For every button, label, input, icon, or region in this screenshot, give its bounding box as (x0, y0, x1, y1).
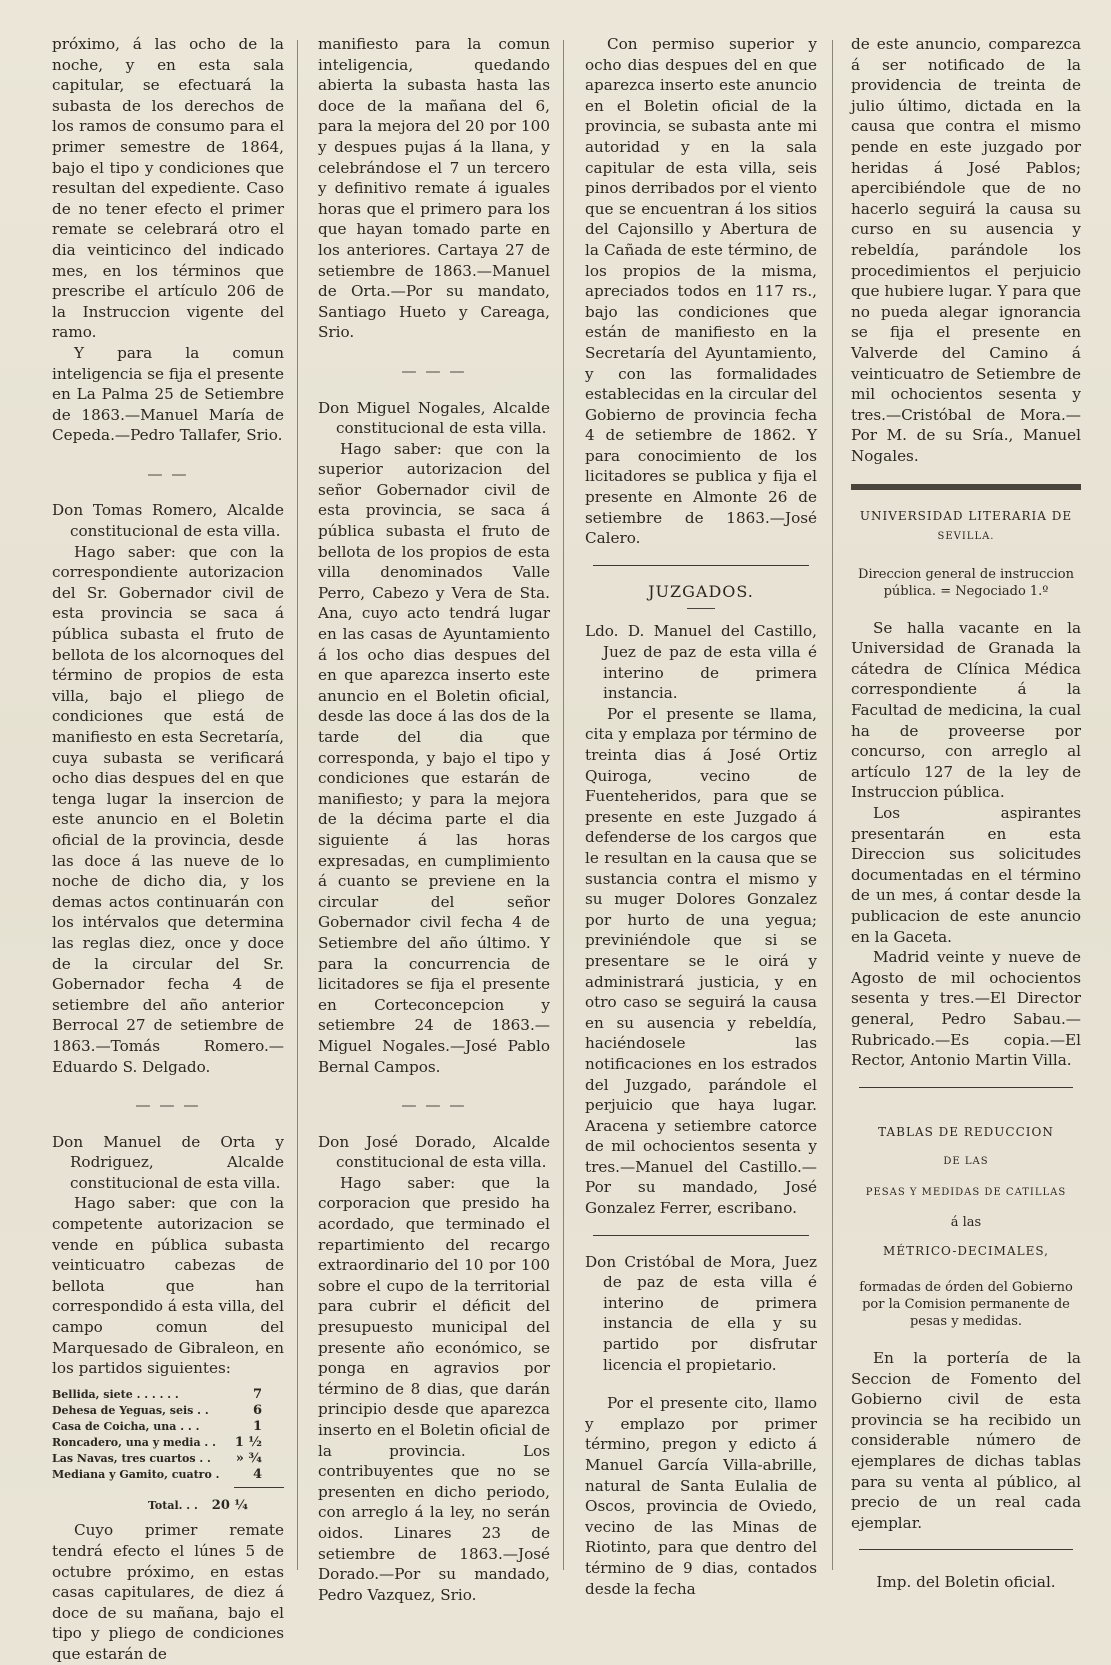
paragraph: Hago saber: que la corporacion que presido ha acordado, que terminado el repartimiento del recargo extraordinario del 10 por 100 sobre el cupo de la territorial para cubrir el déficit del presupuesto municipal del presente año económico, se ponga en agravios por término de 8 dias, que darán principio desde que aparezca inserto en el Boletin oficial de la provincia. Los contribuyentes que no se presenten en dicho periodo, con arreglo á la ley, no serán oidos. Linares 23 de setiembre de 1863.—José Dorado.—Por su mandado, Pedro Vazquez, Srio. (318, 1173, 550, 1604)
table-row (52, 1435, 284, 1451)
notice-heading: Don Cristóbal de Mora, Juez de paz de esta villa é interino de primera instancia de ella y su partido por disfrutar licencia el propietario. (585, 1252, 817, 1374)
notice-heading: Don Tomas Romero, Alcalde constitucional de esta villa. (52, 501, 284, 541)
separator: — — — (401, 1096, 467, 1115)
table-cell: 1 (252, 1418, 262, 1434)
total-label: Total. . . (148, 1498, 198, 1512)
paragraph: En la portería de la Seccion de Fomento del Gobierno civil de esta provincia se ha recibido un considerable número de ejemplares de dichas tablas para su venta al público, al precio de un real cada ejemplar. (851, 1349, 1081, 1532)
table-cell: Roncadero, una y media . . (52, 1435, 216, 1449)
total-value: 20 ¼ (211, 1497, 248, 1513)
separator: — — — (135, 1096, 201, 1115)
printer-imprint: Imp. del Boletin oficial. (876, 1573, 1056, 1592)
tables-title-line: MÉTRICO-DECIMALES, (883, 1243, 1049, 1258)
notice-heading: Don José Dorado, Alcalde constitucional de esta villa. (318, 1132, 550, 1172)
table-row (52, 1403, 284, 1419)
separator: — — — (401, 361, 467, 380)
paragraph: Hago saber: que con la superior autorizacion del señor Gobernador civil de esta provincia, se saca á pública subasta el fruto de bellota de los propios de esta villa denominados Valle Perro, Cabezo y Vera de Sta. Ana, cuyo acto tendrá lugar en las casas de Ayuntamiento á los ocho dias despues del en que aparezca inserto este anuncio en el Boletin oficial, desde las doce á las dos de la tarde del dia que corresponda, y bajo el tipo y condiciones que estarán de manifiesto; y para la mejora de la décima parte el dia siguiente á las horas expresadas, en cumplimiento á cuanto se previene en la circular del señor Gobernador civil fecha 4 de Setiembre del año último. Y para la concurrencia de licitadores se fija el presente en Corteconcepcion y setiembre 24 de 1863.—Miguel Nogales.—José Pablo Bernal Campos. (318, 439, 550, 1076)
table-row (52, 1451, 284, 1467)
paragraph: Los aspirantes presentarán en esta Direccion sus solicitudes documentadas en el término de un mes, á contar desde la publicacion de este anuncio en la Gaceta. (851, 804, 1081, 946)
paragraph: manifiesto para la comun inteligencia, quedando abierta la subasta hasta las doce de la mañana del 6, para la mejora del 20 por 100 y despues pujas á la llana, y celebrándose el 7 un tercero y definitivo remate á iguales horas que el primero para los que hayan tomado parte en los anteriores. Cartaya 27 de setiembre de 1863.—Manuel de Orta.—Por su mandato, Santiago Hueto y Careaga, Srio. (318, 35, 550, 342)
column-divider (297, 40, 298, 1570)
table-cell: 1 ½ (234, 1434, 262, 1450)
divider (859, 1549, 1073, 1550)
paragraph: Hago saber: que con la correspondiente autorizacion del Sr. Gobernador civil de esta provincia se saca á pública subasta el fruto de bellota de los alcornoques del término de propios de esta villa, bajo el pliego de condiciones que está de manifiesto en esta Secretaría, cuya subasta se verificará ocho dias despues del en que tenga lugar la insercion de este anuncio en el Boletin oficial de la provincia, desde las doce á las nueve de lo noche de dicho dia, y los demas actos continuarán con los intérvalos que determina las reglas diez, once y doce de la circular del Sr. Gobernador fecha 4 de setiembre del año anterior Berrocal 27 de setiembre de 1863.—Tomás Romero.—Eduardo S. Delgado. (52, 542, 284, 1076)
table-cell: Bellida, siete . . . . . . (52, 1387, 179, 1401)
paragraph: de este anuncio, comparezca á ser notificado de la providencia de treinta de julio último, dictada en la causa que contra el mismo pende en este juzgado por heridas á José Pablos; apercibiéndole que de no hacerlo seguirá la causa su curso en su ausencia y rebeldía, parándole los procedimientos el perjuicio que hubiere lugar. Y para que no pueda alegar ignorancia se fija el presente en Valverde del Camino á veinticuatro de Setiembre de mil ochocientos sesenta y tres.—Cristóbal de Mora.—Por M. de su Sría., Manuel Nogales. (851, 35, 1081, 465)
table-cell: Mediana y Gamito, cuatro . (52, 1467, 220, 1481)
table-row (52, 1467, 284, 1483)
university-direction: Direccion general de instruccion pública. = Negociado 1.º (858, 566, 1074, 599)
paragraph: Por el presente cito, llamo y emplazo por primer término, pregon y edicto á Manuel García Villa-abrille, natural de Santa Eulalia de Oscos, provincia de Oviedo, vecino de las Minas de Riotinto, para que dentro del término de 9 dias, contados desde la fecha (585, 1394, 817, 1598)
divider (593, 1235, 809, 1236)
university-city: SEVILLA. (937, 531, 995, 543)
column-divider (563, 40, 564, 1570)
tables-title: TABLAS DE REDUCCION (878, 1124, 1054, 1139)
table-cell: Casa de Coicha, una . . . (52, 1419, 200, 1433)
divider (851, 484, 1081, 490)
paragraph: Por el presente se llama, cita y emplaza por término de treinta dias á José Ortiz Quiroga, vecino de Fuenteheridos, para que se presente en este Juzgado á defenderse de los cargos que le resultan en la causa que se sustancia contra el mismo y su muger Dolores Gonzalez por hurto de una yegua; previniéndole que si se presentare se le oirá y administrará justicia, y en otro caso se seguirá la causa en su ausencia y rebeldía, haciéndosele las notificaciones en los estrados del Juzgado, parándole el perjuicio que haya lugar. Aracena y setiembre catorce de mil ochocientos sesenta y tres.—Manuel del Castillo.—Por su mandado, José Gonzalez Ferrer, escribano. (585, 704, 817, 1218)
paragraph: Madrid veinte y nueve de Agosto de mil ochocientos sesenta y tres.—El Director general, Pedro Sabau.—Rubricado.—Es copia.—El Rector, Antonio Martin Villa. (851, 948, 1081, 1070)
section-title: JUZGADOS. (648, 581, 754, 601)
notice-heading: Don Miguel Nogales, Alcalde constitucional de esta villa. (318, 398, 550, 438)
divider (593, 565, 809, 566)
notice-heading: Ldo. D. Manuel del Castillo, Juez de paz de esta villa é interino de primera instancia. (585, 622, 817, 703)
table-cell: » ¾ (235, 1450, 262, 1466)
university-title: UNIVERSIDAD LITERARIA DE (859, 509, 1073, 524)
divider (687, 608, 715, 609)
table-cell: 6 (252, 1402, 262, 1418)
partidos-table (52, 1387, 284, 1483)
notice-heading: Don Manuel de Orta y Rodriguez, Alcalde constitucional de esta villa. (52, 1132, 284, 1192)
table-cell: Dehesa de Yeguas, seis . . (52, 1403, 209, 1417)
table-row (52, 1387, 284, 1403)
table-cell: Las Navas, tres cuartos . . (52, 1451, 211, 1465)
paragraph: próximo, á las ocho de la noche, y en esta sala capitular, se efectuará la subasta de los derechos de los ramos de consumo para el primer semestre de 1864, bajo el tipo y condiciones que resultan del expediente. Caso de no tener efecto el primer remate se celebrará otro el dia veinticinco del indicado mes, en los términos que prescribe el artículo 206 de la Instruccion vigente del ramo. (52, 35, 284, 342)
tables-title-line: DE LAS (943, 1156, 989, 1168)
column-2 (318, 34, 550, 1605)
paragraph: Hago saber: que con la competente autorizacion se vende en pública subasta veinticuatro cabezas de bellota que han correspondido á esta villa, del campo comun del Marquesado de Gibraleon, en los partidos siguientes: (52, 1194, 284, 1378)
paragraph: Y para la comun inteligencia se fija el presente en La Palma 25 de Setiembre de 1863.—Manuel María de Cepeda.—Pedro Tallafer, Srio. (52, 343, 284, 445)
table-cell: 4 (252, 1466, 262, 1482)
column-divider (832, 40, 833, 1570)
total-rule (234, 1487, 284, 1488)
tables-title-line: PESAS Y MEDIDAS DE CATILLAS (865, 1186, 1067, 1198)
divider (859, 1087, 1073, 1088)
paragraph: Se halla vacante en la Universidad de Granada la cátedra de Clínica Médica correspondiente á la Facultad de medicina, la cual ha de proveerse por concurso, con arreglo al artículo 127 de la ley de Instruccion pública. (851, 618, 1081, 802)
tables-subtitle: formadas de órden del Gobierno por la Comision permanente de pesas y medidas. (859, 1280, 1073, 1330)
tables-title-line: á las (950, 1214, 982, 1230)
column-1 (52, 34, 284, 1665)
paragraph: Con permiso superior y ocho dias despues del en que aparezca inserto este anuncio en el Boletin oficial de la provincia, se subasta ante mi autoridad y en la sala capitular de esta villa, seis pinos derribados por el viento que se encuentran á los sitios del Cajonsillo y Abertura de la Cañada de este término, de los propios de la misma, apreciados todos en 117 rs., bajo las condiciones que están de manifiesto en la Secretaría del Ayuntamiento, y con las formalidades establecidas en la circular del Gobierno de provincia fecha 4 de setiembre de 1862. Y para conocimiento de los licitadores se publica y fija el presente en Almonte 26 de setiembre de 1863.—José Calero. (585, 35, 817, 548)
separator: — — (147, 464, 189, 483)
table-row (52, 1419, 284, 1435)
column-3 (585, 34, 817, 1599)
total-line (52, 1496, 284, 1517)
paragraph: Cuyo primer remate tendrá efecto el lúnes 5 de octubre próximo, en estas casas capitulares, de diez á doce de su mañana, bajo el tipo y pliego de condiciones que estarán de (52, 1521, 284, 1663)
table-cell: 7 (252, 1386, 262, 1402)
column-4 (851, 34, 1081, 1593)
